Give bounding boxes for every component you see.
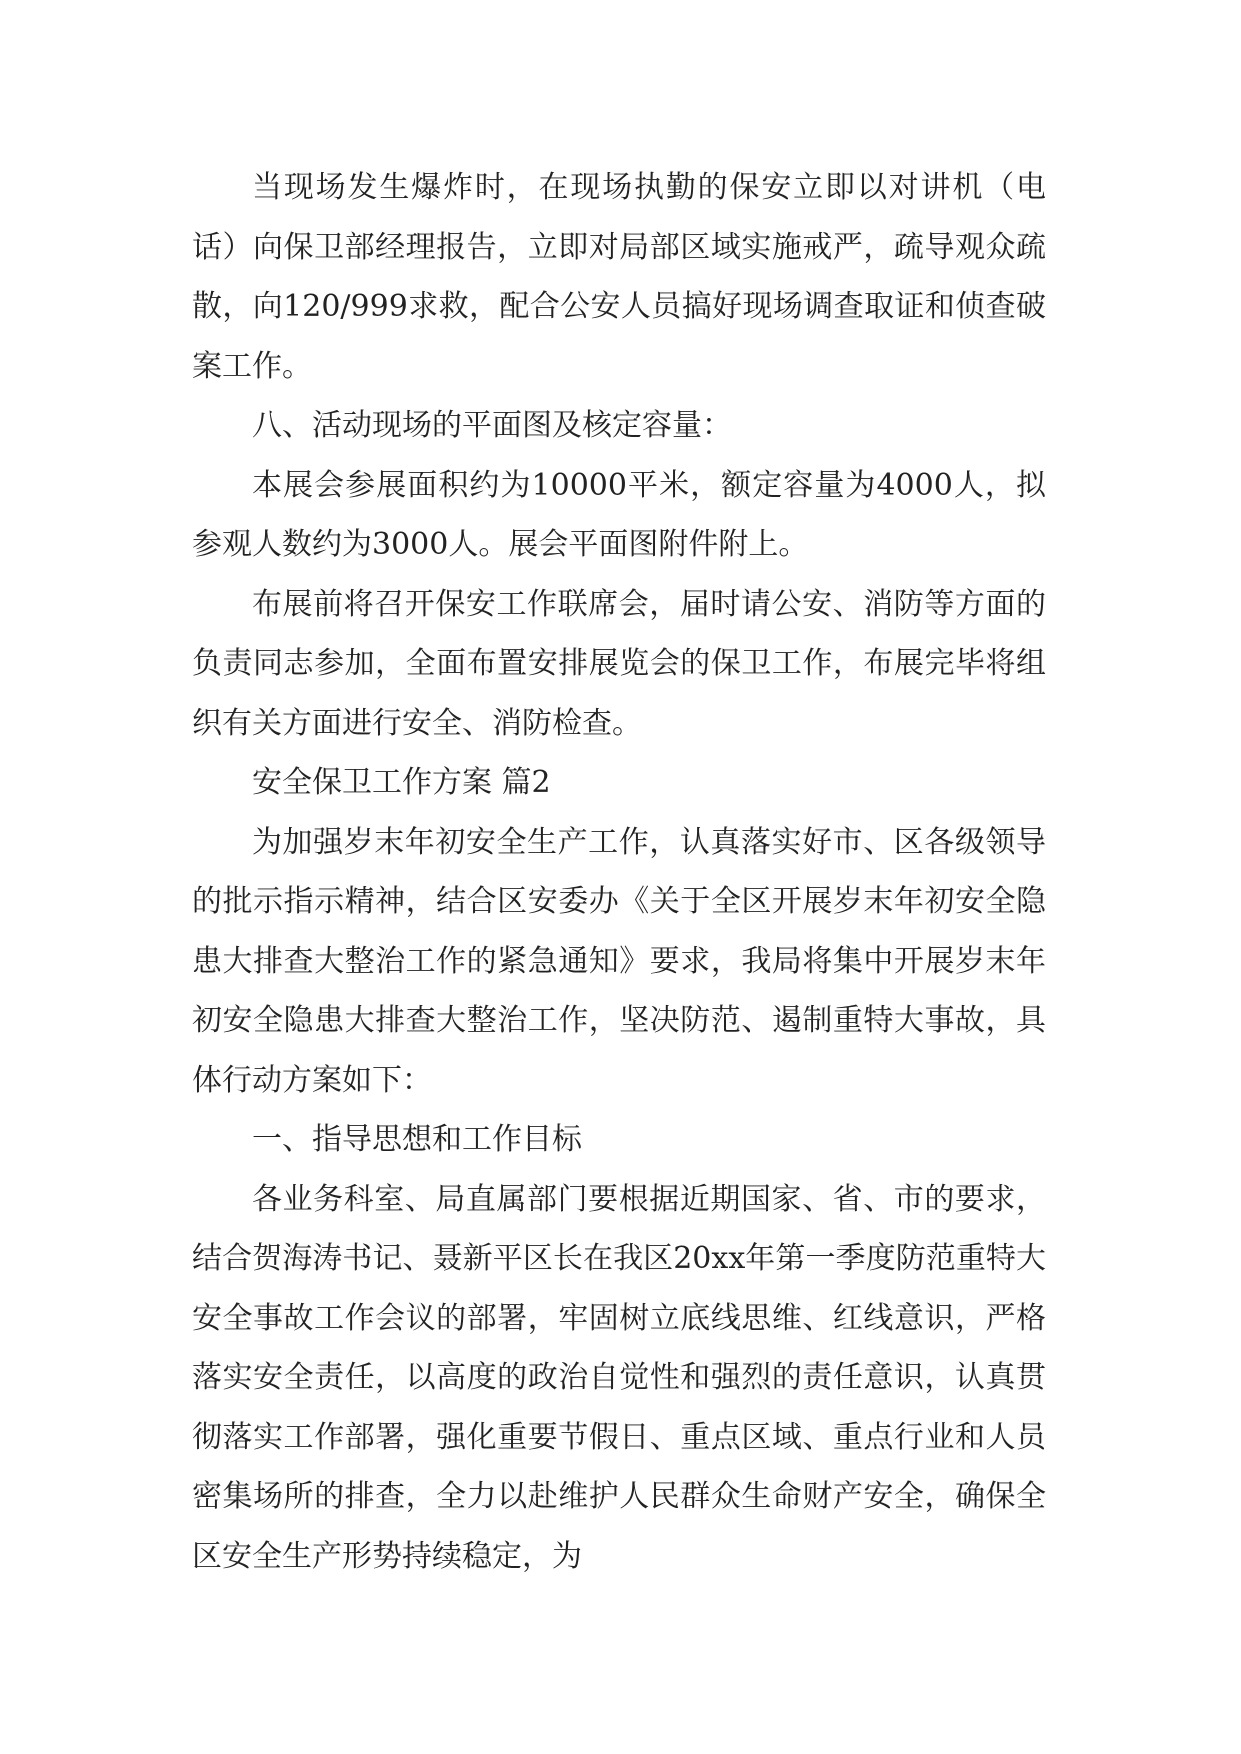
section-heading-floor-plan: 八、活动现场的平面图及核定容量： <box>252 408 732 443</box>
document-body <box>192 158 1046 1586</box>
paragraph-requirements: 各业务科室、局直属部门要根据近期国家、省、市的要求，结合贺海涛书记、聂新平区长在我区20xx年第一季度防范重特大安全事故工作会议的部署，牢固树立底线思维、红线意识，严格落实安全责任，以高度的政治自觉性和强烈的责任意识，认真贯彻落实工作部署，强化重要节假日、重点区域、重点行业和人员密集场所的排查，全力以赴维护人民群众生命财产安全，确保全区安全生产形势持续稳定，为 <box>192 1181 1046 1574</box>
document-title-part-2: 安全保卫工作方案 篇2 <box>252 765 551 800</box>
paragraph-introduction: 为加强岁末年初安全生产工作，认真落实好市、区各级领导的批示指示精神，结合区安委办《关于全区开展岁末年初安全隐患大排查大整治工作的紧急通知》要求，我局将集中开展岁末年初安全隐患大排查大整治工作，坚决防范、遏制重特大事故，具体行动方案如下： <box>192 824 1046 1098</box>
section-heading-guiding-ideology: 一、指导思想和工作目标 <box>252 1122 582 1157</box>
paragraph-security-meeting: 布展前将召开保安工作联席会，届时请公安、消防等方面的负责同志参加，全面布置安排展览会的保卫工作，布展完毕将组织有关方面进行安全、消防检查。 <box>192 586 1046 741</box>
paragraph-explosion-response: 当现场发生爆炸时，在现场执勤的保安立即以对讲机（电话）向保卫部经理报告，立即对局部区域实施戒严，疏导观众疏散，向120/999求救，配合公安人员搞好现场调查取证和侦查破案工作。 <box>192 170 1046 384</box>
paragraph-capacity: 本展会参展面积约为10000平米，额定容量为4000人，拟参观人数约为3000人。展会平面图附件附上。 <box>192 467 1046 562</box>
